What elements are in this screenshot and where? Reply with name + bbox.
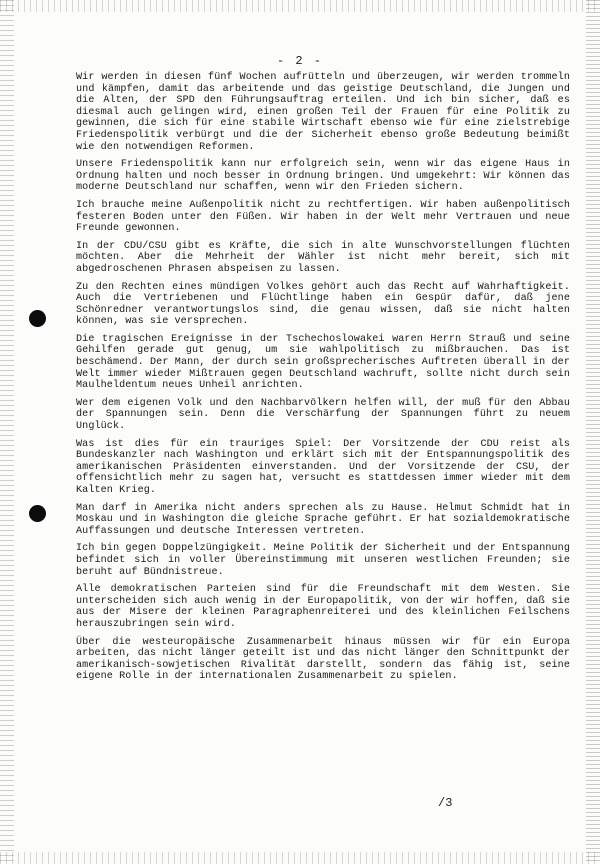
paragraph: Die tragischen Ereignisse in der Tschechoslowakei waren Herrn Strauß und seine Gehilfen gerade gut genug, um sie wahlpolitisch zu mißbrauchen. Das ist beschämend. Der Mann, der durch sein großsprecherisches Auftreten überall in der Welt immer wieder Mißtrauen gegen Deutschland wachruft, sollte nicht durch sein Maulheldentum neues Unheil anrichten. bbox=[76, 333, 570, 392]
paragraph: Unsere Friedenspolitik kann nur erfolgreich sein, wenn wir das eigene Haus in Ordnung halten und noch besser in Ordnung bringen. Und umgekehrt: Wir können das moderne Deutschland nur schaffen, wenn wir den Frieden sichern. bbox=[76, 159, 570, 194]
paragraph: Wir werden in diesen fünf Wochen aufrütteln und überzeugen, wir werden trommeln und kämpfen, damit das arbeitende und das geistige Deutschland, die Jungen und die Alten, der SPD den Führungsauftrag erteilen. Und ich bin sicher, daß es diesmal auch gelingen wird, einen großen Teil der Frauen für eine Politik zu gewinnen, die sich für eine stabile Wirtschaft ebenso wie für eine zielstrebige Friedenspolitik verbürgt und die der Sicherheit ebenso große Bedeutung beimißt wie den notwendigen Reformen. bbox=[76, 72, 570, 153]
paragraph: Über die westeuropäische Zusammenarbeit hinaus müssen wir für ein Europa arbeiten, das nicht länger geteilt ist und das nicht länger den Schnittpunkt der amerikanisch-sowjetischen Rivalität darstellt, sondern das fähig ist, seine eigene Rolle in der internationalen Zusammenarbeit zu spielen. bbox=[76, 636, 570, 683]
document-body bbox=[76, 72, 570, 689]
paragraph: Ich brauche meine Außenpolitik nicht zu rechtfertigen. Wir haben außenpolitisch festeren Boden unter den Füßen. Wir haben in der Welt mehr Vertrauen und neue Freunde gewonnen. bbox=[76, 199, 570, 235]
paragraph: Was ist dies für ein trauriges Spiel: Der Vorsitzende der CDU reist als Bundeskanzler nach Washington und erklärt sich mit der Entspannungspolitik des amerikanischen Präsidenten einverstanden. Und der Vorsitzende der CSU, der offensichtlich mehr zu sagen hat, versucht es stattdessen immer wieder mit dem Kalten Krieg. bbox=[76, 438, 570, 496]
punch-hole-icon bbox=[29, 505, 46, 522]
scan-edge-right bbox=[586, 0, 600, 864]
continuation-marker: /3 bbox=[438, 796, 453, 810]
paragraph: Alle demokratischen Parteien sind für die Freundschaft mit dem Westen. Sie unterscheiden sich auch wenig in der Europapolitik, von der wir hoffen, daß sie aus der Misere der kleinen Paragraphenreiterei und des kleinlichen Feilschens herauszubringen sein wird. bbox=[76, 584, 570, 630]
paragraph: Ich bin gegen Doppelzüngigkeit. Meine Politik der Sicherheit und der Entspannung befindet sich in voller Übereinstimmung mit unseren westlichen Freunden; sie beruht auf Bündnistreue. bbox=[76, 543, 570, 578]
paragraph: Wer dem eigenen Volk und den Nachbarvölkern helfen will, der muß für den Abbau der Spannungen sein. Denn die Verschärfung der Spannungen führt zu neuem Unglück. bbox=[76, 397, 570, 433]
page-number: - 2 - bbox=[276, 54, 323, 68]
scan-edge-bottom bbox=[0, 852, 600, 864]
paragraph: In der CDU/CSU gibt es Kräfte, die sich in alte Wunschvorstellungen flüchten möchten. Aber die Mehrheit der Wähler ist nicht mehr bereit, sich mit abgedroschenen Phrasen abspeisen zu lassen. bbox=[76, 240, 570, 275]
paragraph: Man darf in Amerika nicht anders sprechen als zu Hause. Helmut Schmidt hat in Moskau und in Washington die gleiche Sprache geführt. Er hat sozialdemokratische Auffassungen und deutsche Interessen vertreten. bbox=[76, 502, 570, 537]
paragraph: Zu den Rechten eines mündigen Volkes gehört auch das Recht auf Wahrhaftigkeit. Auch die Vertriebenen und Flüchtlinge haben ein Gespür dafür, daß jene Schönredner verantwortungslos sind, die genau wissen, daß sie nicht halten können, was sie versprechen. bbox=[76, 281, 570, 328]
punch-hole-icon bbox=[29, 310, 46, 327]
scan-edge-left bbox=[0, 0, 14, 864]
scan-edge-top bbox=[0, 0, 600, 12]
